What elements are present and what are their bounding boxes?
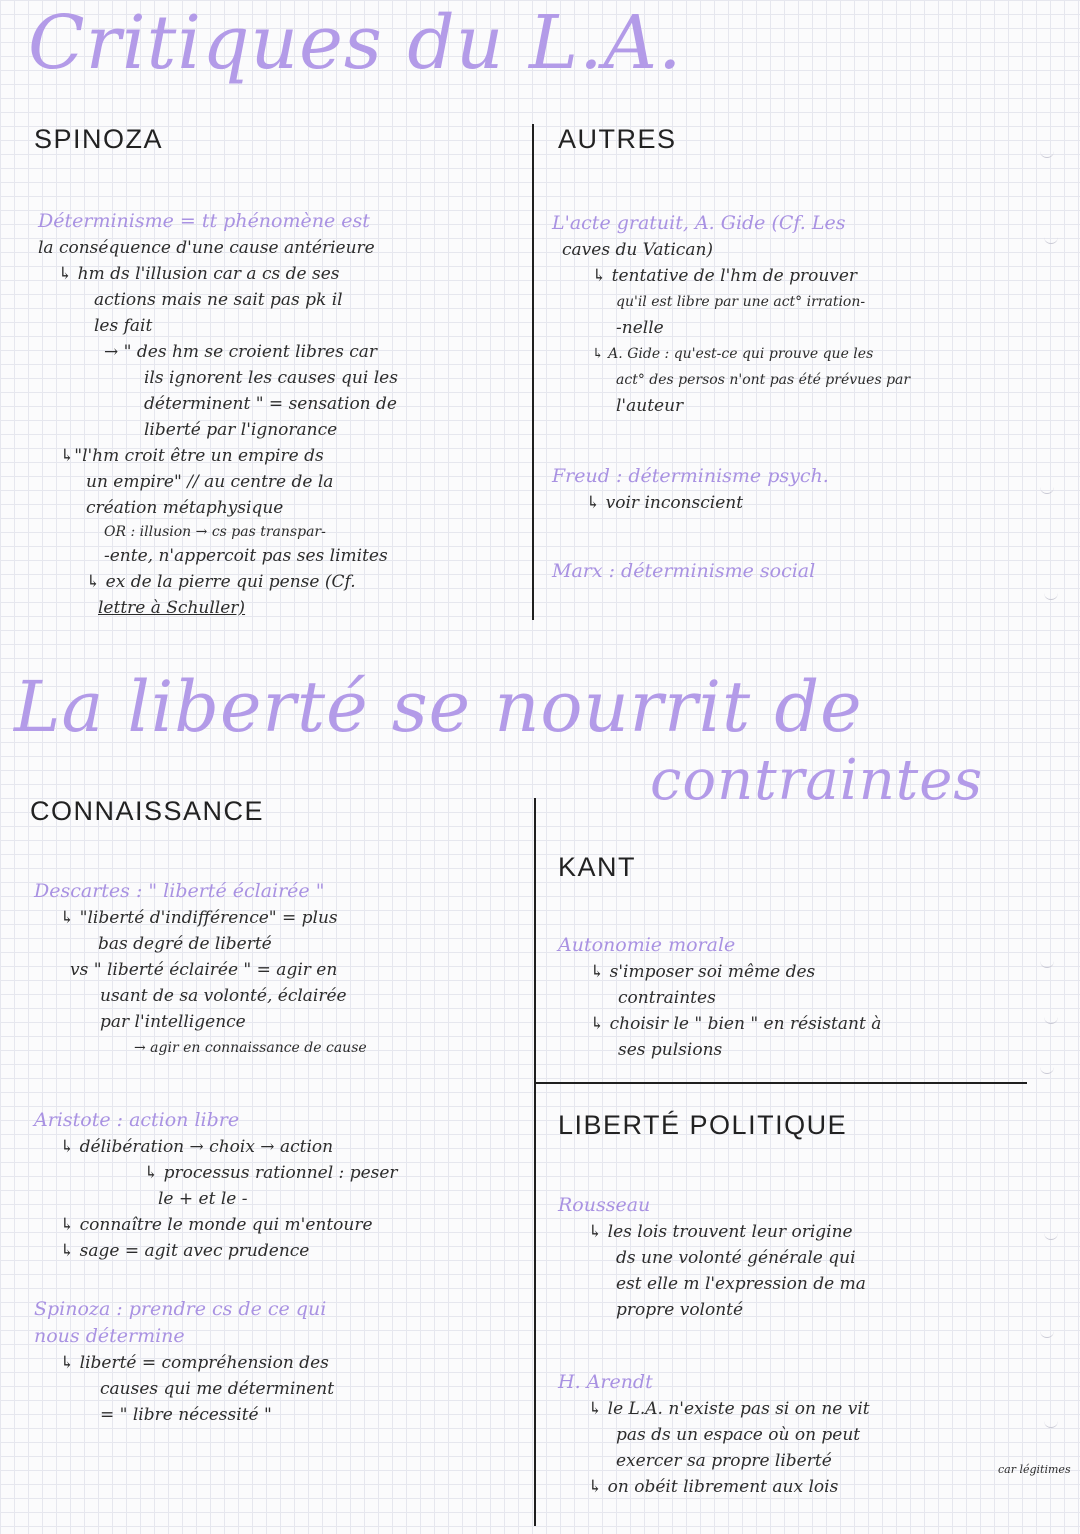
note-line: ↳ sage = agit avec prudence	[60, 1241, 310, 1261]
note-line: OR : illusion → cs pas transpar-	[104, 524, 326, 540]
divider-kant-politique	[534, 1082, 1027, 1084]
note-line: → " des hm se croient libres car	[104, 342, 378, 362]
note-line: Rousseau	[558, 1194, 651, 1216]
note-line: ils ignorent les causes qui les	[144, 368, 398, 388]
note-line: ↳ s'imposer soi même des	[590, 962, 816, 982]
note-line: création métaphysique	[86, 498, 284, 518]
connaissance-notes	[34, 878, 534, 1428]
note-line: ↳ liberté = compréhension des	[60, 1353, 329, 1373]
kant-notes	[558, 932, 1058, 1063]
note-line: ds une volonté générale qui	[616, 1248, 856, 1268]
heading-connaissance: CONNAISSANCE	[30, 796, 265, 826]
note-line: vs " liberté éclairée " = agir en	[70, 960, 338, 980]
heading-liberte-politique: LIBERTÉ POLITIQUE	[558, 1110, 848, 1140]
note-line: bas degré de liberté	[98, 934, 272, 954]
title-critiques: Critiques du L.A.	[28, 0, 683, 86]
note-line: nous détermine	[34, 1325, 185, 1347]
note-line: ↳ le L.A. n'existe pas si on ne vit	[588, 1399, 870, 1419]
note-line: ↳ ex de la pierre qui pense (Cf.	[86, 572, 356, 592]
note-line: ↳ les lois trouvent leur origine	[588, 1222, 853, 1242]
note-line: exercer sa propre liberté	[616, 1451, 832, 1471]
note-line: Marx : déterminisme social	[552, 560, 816, 582]
note-line: ↳ connaître le monde qui m'entoure	[60, 1215, 373, 1235]
note-line: ↳ voir inconscient	[586, 493, 744, 513]
note-line: par l'intelligence	[100, 1012, 246, 1032]
note-line: Freud : déterminisme psych.	[552, 465, 829, 487]
note-line: Déterminisme = tt phénomène est	[38, 210, 370, 232]
note-line: lettre à Schuller)	[98, 598, 246, 618]
note-line: → agir en connaissance de cause	[134, 1040, 367, 1056]
note-line: Descartes : " liberté éclairée "	[34, 880, 325, 902]
note-line: liberté par l'ignorance	[144, 420, 338, 440]
note-legitimes: car légitimes	[998, 1463, 1071, 1476]
note-line: pas ds un espace où on peut	[616, 1425, 861, 1445]
note-line: Autonomie morale	[558, 934, 736, 956]
note-line: contraintes	[618, 988, 716, 1008]
note-line: déterminent " = sensation de	[144, 394, 397, 414]
note-line: est elle m l'expression de ma	[616, 1274, 866, 1294]
note-line: ↳ processus rationnel : peser	[144, 1163, 398, 1183]
margin-tick	[1040, 1066, 1054, 1074]
note-line: act° des persos n'ont pas été prévues par	[616, 372, 911, 388]
note-line: causes qui me déterminent	[100, 1379, 335, 1399]
politique-notes	[558, 1192, 1068, 1500]
heading-kant: KANT	[558, 852, 637, 882]
note-line: l'auteur	[616, 396, 684, 416]
note-line: -ente, n'appercoit pas ses limites	[104, 546, 388, 566]
divider-bottom	[534, 798, 536, 1526]
margin-tick	[1044, 592, 1058, 600]
autres-notes	[552, 210, 1072, 585]
note-line: propre volonté	[616, 1300, 744, 1320]
title-liberte: La liberté se nourrit de	[14, 666, 863, 748]
heading-spinoza: SPINOZA	[34, 124, 164, 154]
note-line: ↳ A. Gide : qu'est-ce qui prouve que les	[592, 346, 874, 362]
note-line: ↳ hm ds l'illusion car a cs de ses	[58, 264, 340, 284]
note-line: les fait	[94, 316, 153, 336]
spinoza-notes	[38, 208, 526, 621]
note-line: H. Arendt	[558, 1371, 653, 1393]
note-line: ↳ délibération → choix → action	[60, 1137, 334, 1157]
note-line: ↳ choisir le " bien " en résistant à	[590, 1014, 882, 1034]
note-line: ↳ tentative de l'hm de prouver	[592, 266, 858, 286]
note-line: Aristote : action libre	[34, 1109, 240, 1131]
note-line: actions mais ne sait pas pk il	[94, 290, 343, 310]
note-line: le + et le -	[158, 1189, 248, 1209]
note-line: ↳"l'hm croit être un empire ds	[60, 446, 324, 466]
note-line: L'acte gratuit, A. Gide (Cf. Les	[552, 212, 846, 234]
note-line: ses pulsions	[618, 1040, 723, 1060]
divider-top	[532, 124, 534, 620]
note-line: un empire" // au centre de la	[86, 472, 334, 492]
note-line: ↳ "liberté d'indifférence" = plus	[60, 908, 338, 928]
note-line: Spinoza : prendre cs de ce qui	[34, 1298, 327, 1320]
note-line: = " libre nécessité "	[100, 1405, 272, 1425]
note-line: ↳ on obéit librement aux lois	[588, 1477, 839, 1497]
note-line: -nelle	[616, 318, 664, 338]
note-line: la conséquence d'une cause antérieure	[38, 238, 375, 258]
title-contraintes: contraintes	[650, 748, 984, 813]
note-line: caves du Vatican)	[562, 240, 714, 260]
margin-tick	[1040, 150, 1054, 158]
heading-autres: AUTRES	[558, 124, 677, 154]
note-line: qu'il est libre par une act° irration-	[616, 294, 866, 310]
note-line: usant de sa volonté, éclairée	[100, 986, 347, 1006]
